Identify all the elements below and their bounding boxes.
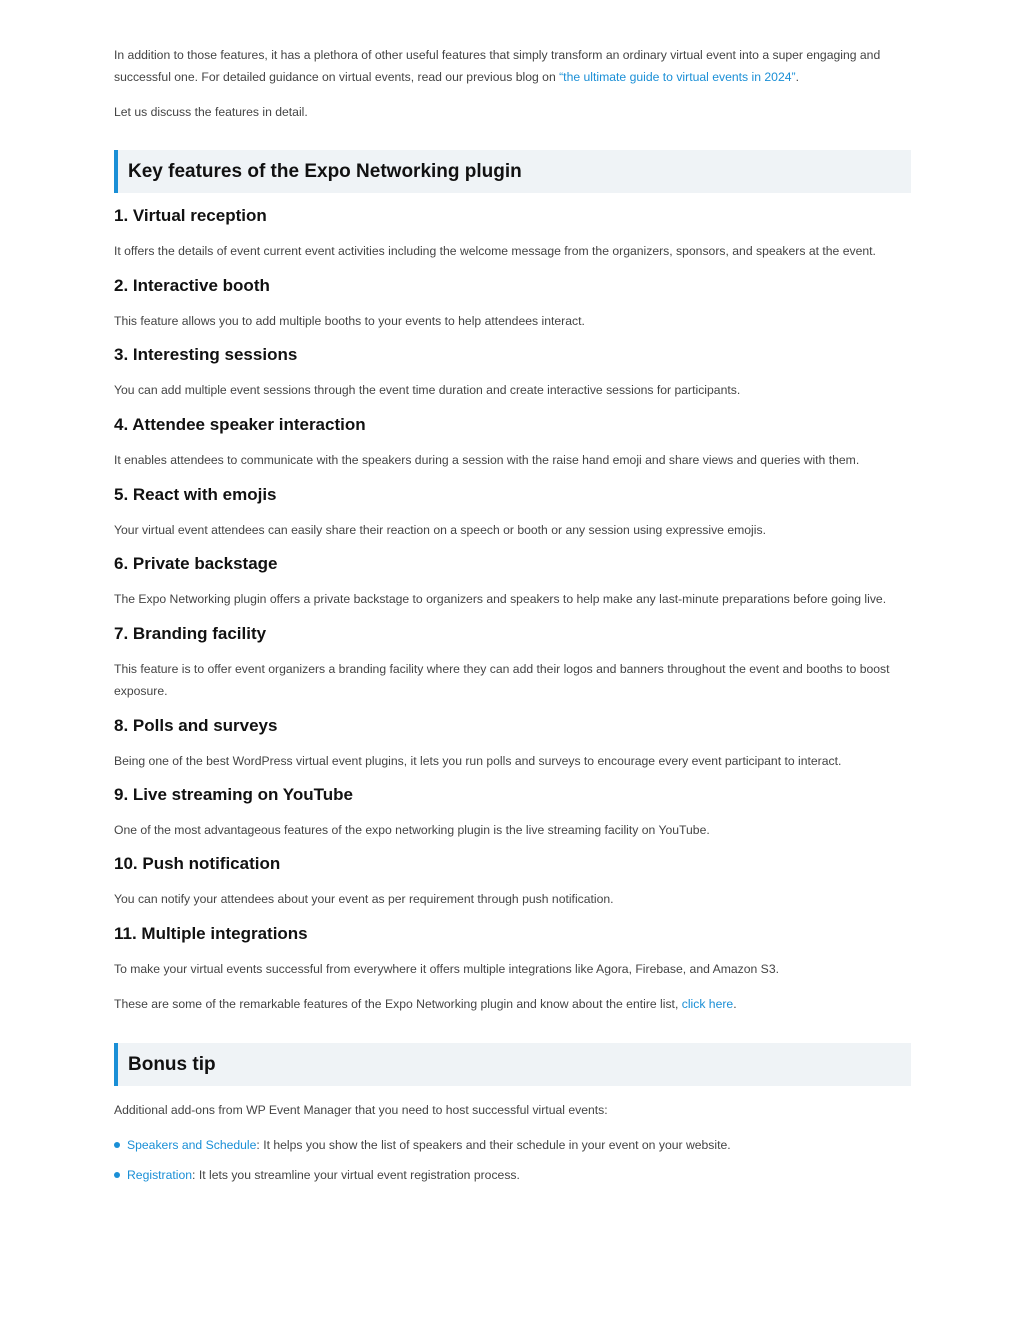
list-item bbox=[114, 1164, 911, 1186]
feature-item bbox=[114, 923, 911, 980]
feature-title: 4. Attendee speaker interaction bbox=[114, 415, 366, 434]
feature-text: To make your virtual events successful from everywhere it offers multiple integrations like Agora, Firebase, and Amazon S3. bbox=[114, 962, 779, 976]
feature-title: 10. Push notification bbox=[114, 854, 281, 873]
feature-text: The Expo Networking plugin offers a private backstage to organizers and speakers to help make any last-minute preparations before going live. bbox=[114, 592, 887, 606]
feature-title: 9. Live streaming on YouTube bbox=[114, 785, 353, 804]
click-here-link[interactable]: click here bbox=[681, 997, 734, 1011]
feature-title: 5. React with emojis bbox=[114, 485, 277, 504]
feature-item bbox=[114, 484, 911, 541]
list-item bbox=[114, 1134, 911, 1156]
intro-paragraph bbox=[114, 44, 911, 88]
feature-title: 8. Polls and surveys bbox=[114, 716, 278, 735]
feature-item bbox=[114, 784, 911, 841]
feature-text: You can add multiple event sessions through the event time duration and create interactive sessions for participants. bbox=[114, 383, 741, 397]
feature-item bbox=[114, 275, 911, 332]
item-text: It lets you streamline your virtual event registration process. bbox=[195, 1168, 520, 1182]
feature-item bbox=[114, 853, 911, 910]
feature-item bbox=[114, 414, 911, 471]
feature-title: 11. Multiple integrations bbox=[114, 924, 308, 943]
bullet-icon bbox=[114, 1142, 120, 1148]
feature-list bbox=[114, 205, 911, 980]
feature-item bbox=[114, 623, 911, 702]
discuss-paragraph: Let us discuss the features in detail. bbox=[114, 105, 308, 119]
ultimate-guide-link[interactable]: “the ultimate guide to virtual events in 2024” bbox=[559, 70, 796, 84]
item-text: It helps you show the list of speakers and their schedule in your event on your website. bbox=[259, 1138, 731, 1152]
feature-title: 3. Interesting sessions bbox=[114, 345, 298, 364]
bonus-tip-heading: Bonus tip bbox=[114, 1043, 911, 1086]
closing-end: . bbox=[733, 997, 737, 1011]
intro-end: . bbox=[795, 70, 799, 84]
article-body bbox=[114, 44, 911, 1186]
item-separator: : bbox=[192, 1168, 196, 1182]
feature-text: It offers the details of event current event activities including the welcome message from the organizers, sponsors, and speakers at the event. bbox=[114, 244, 876, 258]
feature-text: It enables attendees to communicate with the speakers during a session with the raise hand emoji and share views and queries with them. bbox=[114, 453, 860, 467]
feature-item bbox=[114, 205, 911, 262]
feature-title: 2. Interactive booth bbox=[114, 276, 270, 295]
addon-list bbox=[114, 1134, 911, 1186]
closing-text: These are some of the remarkable features of the Expo Networking plugin and know about the entire list, bbox=[114, 997, 682, 1011]
feature-text: Your virtual event attendees can easily share their reaction on a speech or booth or any session using expressive emojis. bbox=[114, 523, 766, 537]
registration-link[interactable]: Registration bbox=[127, 1168, 193, 1182]
feature-text: Being one of the best WordPress virtual event plugins, it lets you run polls and surveys to encourage every event participant to interact. bbox=[114, 754, 842, 768]
feature-text: One of the most advantageous features of the expo networking plugin is the live streaming facility on YouTube. bbox=[114, 823, 710, 837]
feature-title: 6. Private backstage bbox=[114, 554, 278, 573]
bullet-icon bbox=[114, 1172, 120, 1178]
key-features-heading: Key features of the Expo Networking plugin bbox=[114, 150, 911, 193]
intro-text: In addition to those features, it has a plethora of other useful features that simply transform an ordinary virtual event into a super engaging and successful one. For detailed guidance on virtual events, read our previous blog on bbox=[114, 48, 881, 84]
feature-title: 7. Branding facility bbox=[114, 624, 267, 643]
feature-text: You can notify your attendees about your event as per requirement through push notification. bbox=[114, 892, 614, 906]
closing-paragraph bbox=[114, 993, 911, 1015]
feature-text: This feature is to offer event organizers a branding facility where they can add their logos and banners throughout the event and booths to boost exposure. bbox=[114, 662, 890, 698]
feature-item bbox=[114, 344, 911, 401]
bonus-intro: Additional add-ons from WP Event Manager that you need to host successful virtual events: bbox=[114, 1103, 608, 1117]
item-separator: : bbox=[256, 1138, 260, 1152]
feature-text: This feature allows you to add multiple booths to your events to help attendees interact. bbox=[114, 314, 585, 328]
feature-item bbox=[114, 715, 911, 772]
feature-title: 1. Virtual reception bbox=[114, 206, 267, 225]
feature-item bbox=[114, 553, 911, 610]
speakers-schedule-link[interactable]: Speakers and Schedule bbox=[127, 1138, 257, 1152]
